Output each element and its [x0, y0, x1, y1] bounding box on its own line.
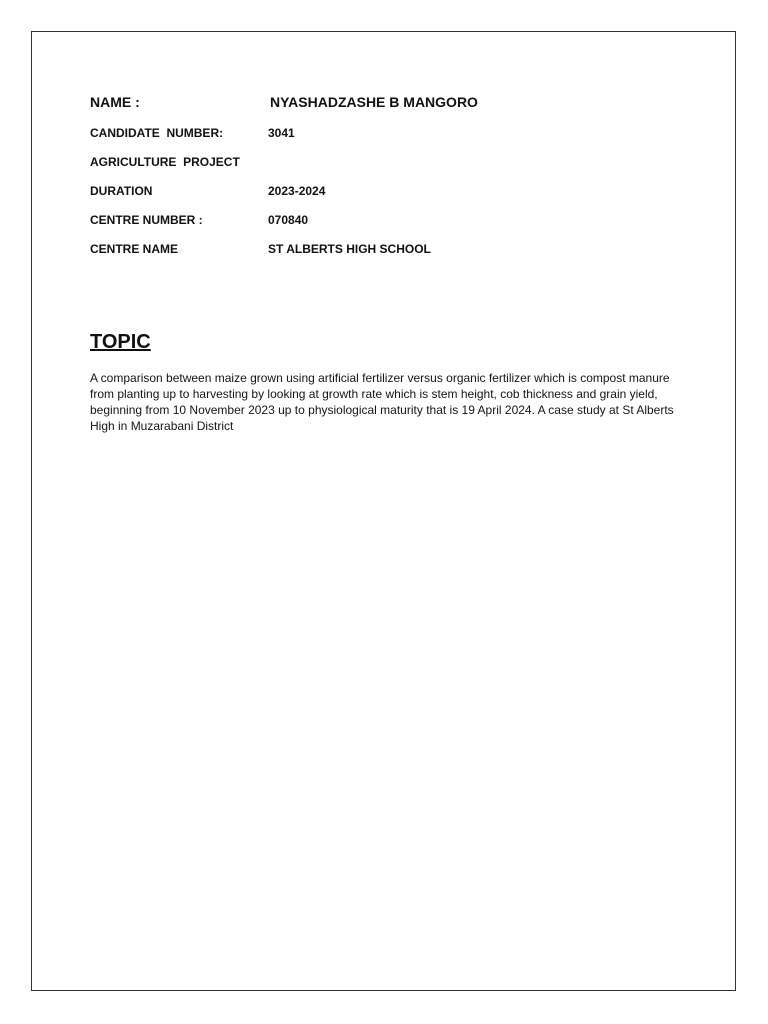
- duration-value: 2023-2024: [268, 184, 326, 198]
- candidate-number-label: CANDIDATE NUMBER:: [90, 126, 224, 140]
- centre-name-label: CENTRE NAME: [90, 242, 179, 256]
- page-border: [31, 31, 736, 991]
- topic-heading: TOPIC: [90, 331, 151, 353]
- name-label: NAME :: [90, 94, 140, 110]
- centre-name-value: ST ALBERTS HIGH SCHOOL: [268, 242, 431, 256]
- duration-label: DURATION: [90, 184, 153, 198]
- project-label: AGRICULTURE PROJECT: [90, 155, 240, 169]
- topic-body: A comparison between maize grown using artificial fertilizer versus organic fertilizer which is compost manure from planting up to harvesting by looking at growth rate which is stem height, cob thickness and grain yield, beginning from 10 November 2023 up to physiological maturity that is 19 April 2024. A case study at St Alberts High in Muzarabani District: [90, 371, 674, 433]
- centre-number-value: 070840: [268, 213, 309, 227]
- candidate-number-value: 3041: [268, 126, 295, 140]
- centre-number-label: CENTRE NUMBER :: [90, 213, 203, 227]
- name-value: NYASHADZASHE B MANGORO: [270, 94, 478, 110]
